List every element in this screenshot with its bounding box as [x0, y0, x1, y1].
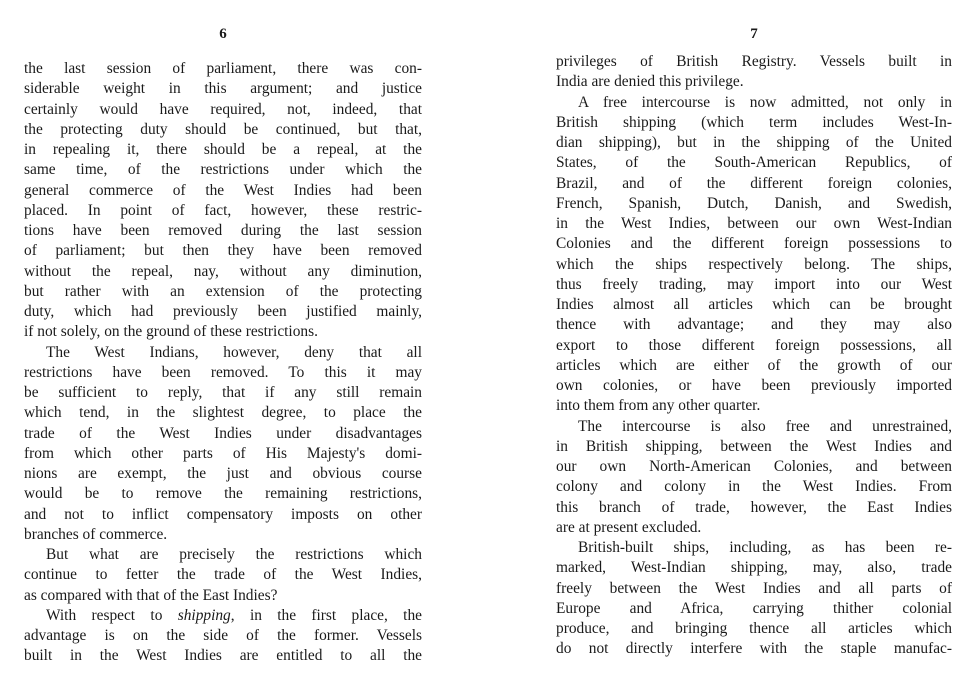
text-line: and not to inflict compensatory imposts on other: [24, 505, 422, 523]
text-line: our own North-American Colonies, and between: [556, 458, 952, 475]
right-page-text: [556, 52, 952, 660]
text-line: this branch of trade, however, the East Indies: [556, 498, 952, 516]
text-line: are at present excluded.: [556, 518, 702, 536]
text-line: Colonies and the different foreign possessions to: [556, 235, 952, 253]
text-line: certainly would have required, not, indeed, that: [24, 100, 422, 118]
paragraph-start-line: With respect to shipping, in the first place, the: [46, 606, 422, 624]
paragraph-start-line: British-built ships, including, as has been re-: [578, 539, 952, 556]
text-line: placed. In point of fact, however, these restric-: [24, 201, 422, 219]
italic-word: shipping: [177, 606, 231, 624]
text-line: in British shipping, between the West Indies and: [556, 437, 952, 455]
text-line: produce, and bringing thence all articles which: [556, 620, 952, 637]
text-line: which tend, in the slightest degree, to place the: [24, 404, 422, 422]
text-line: do not directly interfere with the staple manufac-: [556, 640, 952, 658]
text-line: branches of commerce.: [24, 525, 168, 543]
text-line: restrictions have been removed. To this it may: [24, 363, 422, 381]
left-page: [24, 0, 422, 686]
text-line: thus freely trading, may import into our West: [556, 275, 952, 293]
text-line: articles which are either of the growth of our: [556, 356, 952, 374]
text-line: advantage is on the side of the former. Vessels: [24, 627, 422, 644]
text-line: which the ships respectively belong. The ships,: [556, 255, 952, 273]
text-line: Indies almost all articles which can be brought: [556, 296, 952, 313]
text-line: freely between the West Indies and all parts of: [556, 579, 952, 597]
text-line: built in the West Indies are entitled to all the: [24, 647, 422, 665]
paragraph-start-line: But what are precisely the restrictions which: [46, 546, 422, 563]
left-page-number: 6: [219, 26, 227, 42]
text-line: continue to fetter the trade of the West Indies,: [24, 566, 422, 584]
right-page: [556, 0, 952, 686]
text-line: the protecting duty should be continued, but that,: [24, 120, 422, 138]
text-line: thence with advantage; and they may also: [556, 316, 952, 334]
text-line: export to those different foreign possessions, all: [556, 336, 952, 354]
text-line: India are denied this privilege.: [556, 73, 744, 91]
text-line: but rather with an extension of the protecting: [24, 282, 422, 300]
text-line: Europe and Africa, carrying thither colonial: [556, 599, 952, 617]
text-line: into them from any other quarter.: [556, 397, 761, 415]
text-line: British shipping (which term includes West-In-: [556, 113, 952, 131]
text-line: French, Spanish, Dutch, Danish, and Swedish,: [556, 194, 952, 212]
text-line: if not solely, on the ground of these restrictions.: [24, 323, 318, 341]
paragraph-start-line: The intercourse is also free and unrestrained,: [578, 417, 952, 435]
text-line: general commerce of the West Indies had been: [24, 181, 422, 199]
text-line: be sufficient to reply, that if any still remain: [24, 384, 422, 401]
text-line: the last session of parliament, there was con-: [24, 60, 422, 77]
text-line: trade of the West Indies under disadvantages: [24, 424, 422, 442]
text-line: same time, of the restrictions under which the: [24, 161, 422, 179]
text-line: colony and colony in the West Indies. From: [556, 478, 952, 496]
paragraph-start-line: A free intercourse is now admitted, not only in: [578, 93, 952, 111]
paragraph-start-line: The West Indians, however, deny that all: [46, 343, 422, 361]
text-line: tions have been removed during the last session: [24, 222, 422, 239]
text-line: in repealing it, there should be a repeal, at the: [24, 141, 422, 158]
right-page-number: 7: [750, 26, 758, 42]
text-line: privileges of British Registry. Vessels built in: [556, 53, 952, 70]
text-line: nions are exempt, the just and obvious course: [24, 465, 422, 482]
text-line: States, of the South-American Republics, of: [556, 154, 952, 172]
text-line: from which other parts of His Majesty's domi-: [24, 444, 422, 462]
text-line: duty, which had previously been justified mainly,: [24, 303, 422, 320]
text-line: siderable weight in this argument; and justice: [24, 80, 422, 98]
text-line: marked, West-Indian shipping, may, also, trade: [556, 559, 952, 577]
text-line: dian shipping), but in the shipping of the United: [556, 134, 952, 151]
text-line: in the West Indies, between our own West-Indian: [556, 215, 952, 232]
book-gutter: [488, 0, 490, 686]
text-line: would be to remove the remaining restrictions,: [24, 485, 422, 503]
text-line: without the repeal, nay, without any diminution,: [24, 262, 422, 280]
text-line: of parliament; but then they have been removed: [24, 242, 422, 260]
text-line: as compared with that of the East Indies?: [24, 586, 278, 604]
text-line: Brazil, and of the different foreign colonies,: [556, 174, 952, 192]
text-line: own colonies, or have been previously imported: [556, 377, 952, 394]
left-page-text: [24, 59, 422, 667]
